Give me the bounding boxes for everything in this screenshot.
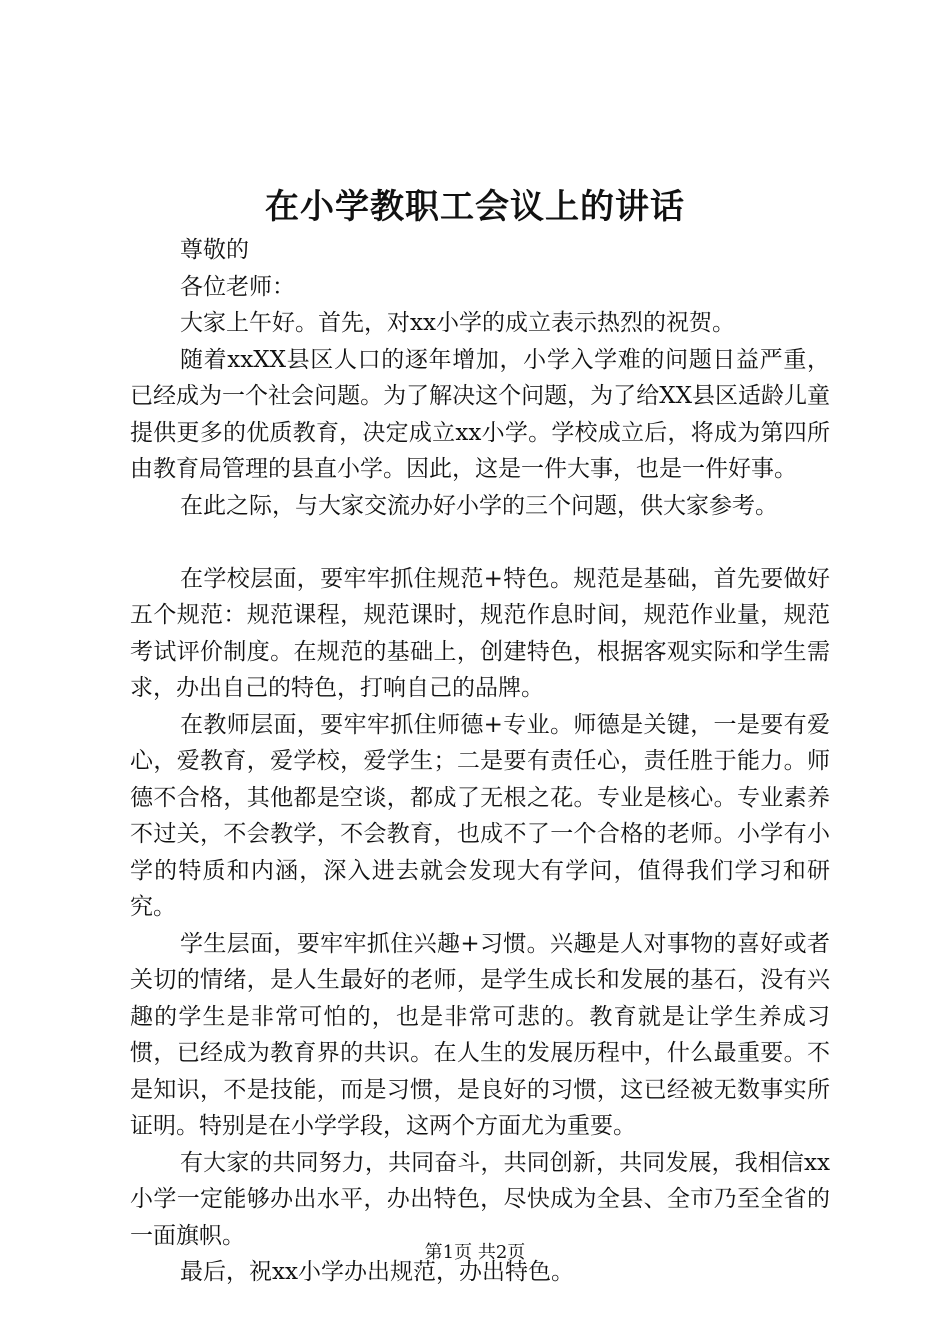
- document-body: [130, 232, 830, 1291]
- paragraph-intro: 在此之际，与大家交流办好小学的三个问题，供大家参考。: [180, 492, 778, 519]
- paragraph-spacer: [130, 524, 830, 561]
- paragraph-closing: 最后，祝xx小学办出规范，办出特色。: [180, 1259, 574, 1285]
- paragraph-school-level: 在学校层面，要牢牢抓住规范+特色。规范是基础，首先要做好五个规范：规范课程，规范课时，规范作息时间，规范作业量，规范考试评价制度。在规范的基础上，创建特色，根据客观实际和学生需求，办出自己的特色，打响自己的品牌。: [130, 565, 830, 701]
- salutation-line-2: 各位老师：: [180, 273, 295, 300]
- paragraph-teacher-level: 在教师层面，要牢牢抓住师德+专业。师德是关键，一是要有爱心，爱教育，爱学校，爱学生；二是要有责任心，责任胜于能力。师德不合格，其他都是空谈，都成了无根之花。专业是核心。专业素养不过关，不会教学，不会教育，也成不了一个合格的老师。小学有小学的特质和内涵，深入进去就会发现大有学问，值得我们学习和研究。: [130, 711, 830, 920]
- page-footer: 第1页 共2页: [424, 1242, 526, 1263]
- paragraph-outlook: 有大家的共同努力，共同奋斗，共同创新，共同发展，我相信xx小学一定能够办出水平，办出特色，尽快成为全县、全市乃至全省的一面旗帜。: [130, 1149, 830, 1249]
- salutation-line-1: 尊敬的: [180, 237, 249, 263]
- paragraph-student-level: 学生层面，要牢牢抓住兴趣+习惯。兴趣是人对事物的喜好或者关切的情绪，是人生最好的老师，是学生成长和发展的基石，没有兴趣的学生是非常可怕的，也是非常可悲的。教育就是让学生养成习惯，已经成为教育界的共识。在人生的发展历程中，什么最重要。不是知识，不是技能，而是习惯，是良好的习惯，这已经被无数事实所证明。特别是在小学学段，这两个方面尤为重要。: [130, 930, 830, 1139]
- paragraph-background: 随着xxXX县区人口的逐年增加，小学入学难的问题日益严重，已经成为一个社会问题。为了解决这个问题，为了给XX县区适龄儿童提供更多的优质教育，决定成立xx小学。学校成立后，将成为第四所由教育局管理的县直小学。因此，这是一件大事，也是一件好事。: [130, 346, 830, 482]
- document-title: 在小学教职工会议上的讲话: [265, 187, 685, 227]
- paragraph-greeting: 大家上午好。首先，对xx小学的成立表示热烈的祝贺。: [180, 310, 735, 336]
